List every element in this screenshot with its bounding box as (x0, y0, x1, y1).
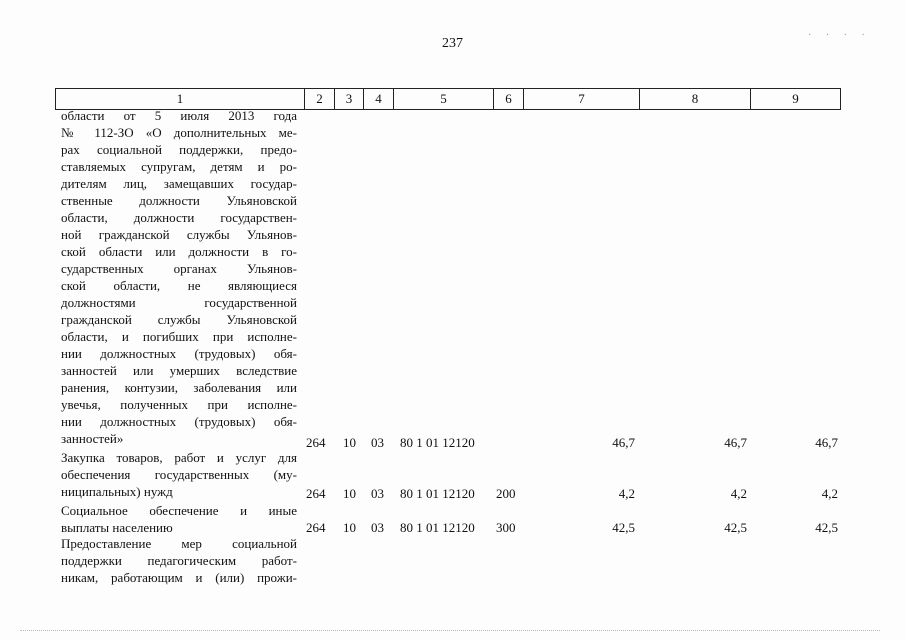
cell-col-8: 46,7 (724, 435, 747, 450)
cell-col-6: 300 (496, 520, 516, 535)
header-col-1: 1 (55, 88, 305, 110)
header-col-2: 2 (304, 88, 335, 110)
desc-line: занностей или умерших вследствие (61, 363, 297, 378)
desc-line: области, должности государствен- (61, 210, 297, 225)
desc-line: нии должностных (трудовых) обя- (61, 414, 297, 429)
header-col-8: 8 (639, 88, 751, 110)
cell-col-3: 10 (343, 486, 356, 501)
cell-col-8: 4,2 (730, 486, 747, 501)
cell-col-5: 80 1 01 12120 (400, 435, 475, 450)
cell-col-3: 10 (343, 435, 356, 450)
desc-line: выплаты населению (61, 520, 173, 535)
row-1-description (61, 107, 297, 447)
desc-line: ной гражданской службы Ульянов- (61, 227, 297, 242)
cell-col-5: 80 1 01 12120 (400, 520, 475, 535)
desc-line: области, и погибших при исполне- (61, 329, 297, 344)
cell-col-6: 200 (496, 486, 516, 501)
desc-line: ской области, не являющиеся (61, 278, 297, 293)
desc-line: ранения, контузии, заболевания или (61, 380, 297, 395)
cell-col-4: 03 (371, 435, 384, 450)
header-col-6: 6 (493, 88, 524, 110)
desc-line: гражданской службы Ульяновской (61, 312, 297, 327)
header-col-7: 7 (523, 88, 640, 110)
header-col-4: 4 (363, 88, 394, 110)
cell-col-3: 10 (343, 520, 356, 535)
cell-col-7: 42,5 (612, 520, 635, 535)
cell-col-2: 264 (306, 486, 326, 501)
cell-col-7: 4,2 (618, 486, 635, 501)
desc-line: нии должностных (трудовых) обя- (61, 346, 297, 361)
cell-col-4: 03 (371, 520, 384, 535)
desc-line: должностями государственной (61, 295, 297, 310)
scan-artifact-dots: · · · · (808, 30, 871, 41)
cell-col-9: 4,2 (821, 486, 838, 501)
desc-line: ниципальных) нужд (61, 484, 173, 499)
desc-line: обеспечения государственных (му- (61, 467, 297, 482)
desc-line: Социальное обеспечение и иные (61, 503, 297, 518)
desc-line: дителям лиц, замещавших государ- (61, 176, 297, 191)
row-4-description (61, 535, 297, 586)
cell-col-5: 80 1 01 12120 (400, 486, 475, 501)
desc-line: никам, работающим и (или) прожи- (61, 570, 297, 585)
scan-artifact-line (20, 630, 880, 632)
desc-line: сударственных органах Ульянов- (61, 261, 297, 276)
row-2-description (61, 449, 297, 500)
cell-col-8: 42,5 (724, 520, 747, 535)
cell-col-9: 42,5 (815, 520, 838, 535)
cell-col-2: 264 (306, 520, 326, 535)
desc-line: области от 5 июля 2013 года (61, 108, 297, 123)
desc-line: поддержки педагогическим работ- (61, 553, 297, 568)
desc-line: занностей» (61, 431, 124, 446)
desc-line: увечья, полученных при исполне- (61, 397, 297, 412)
cell-col-2: 264 (306, 435, 326, 450)
desc-line: Закупка товаров, работ и услуг для (61, 450, 297, 465)
desc-line: ставляемых супругам, детям и ро- (61, 159, 297, 174)
desc-line: ственные должности Ульяновской (61, 193, 297, 208)
page-number: 237 (442, 36, 463, 51)
header-col-5: 5 (393, 88, 494, 110)
cell-col-7: 46,7 (612, 435, 635, 450)
header-col-9: 9 (750, 88, 841, 110)
row-3-description (61, 502, 297, 536)
desc-line: № 112-ЗО «О дополнительных ме- (61, 125, 297, 140)
desc-line: ской области или должности в го- (61, 244, 297, 259)
header-col-3: 3 (334, 88, 364, 110)
desc-line: рах социальной поддержки, предо- (61, 142, 297, 157)
cell-col-4: 03 (371, 486, 384, 501)
cell-col-9: 46,7 (815, 435, 838, 450)
desc-line: Предоставление мер социальной (61, 536, 297, 551)
